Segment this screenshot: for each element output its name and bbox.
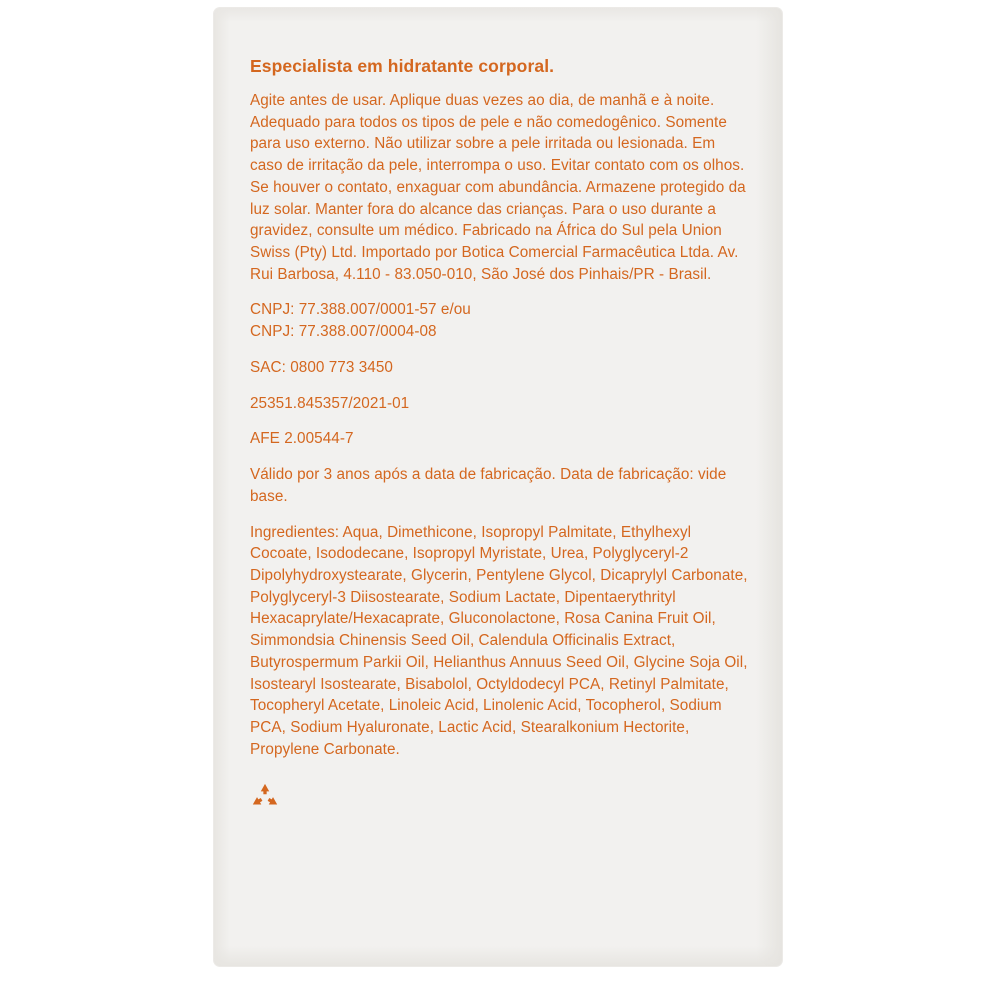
product-carton-back-panel (214, 8, 782, 966)
product-headline: Especialista em hidratante corporal. (250, 56, 555, 76)
usage-instructions: Agite antes de usar. Aplique duas vezes ao dia, de manhã e à noite. Adequado para todos os tipos de pele e não comedogênico. Somente para uso externo. Não utilizar sobre a pele irritada ou lesionada. Em caso de irritação da pele, interrompa o uso. Evitar contato com os olhos. Se houver o contato, enxaguar com abundância. Armazene protegido da luz solar. Manter fora do alcance das crianças. Para o uso durante a gravidez, consulte um médico. Fabricado na África do Sul pela Union Swiss (Pty) Ltd. Importado por Botica Comercial Farmacêutica Ltda. Av. Rui Barbosa, 4.110 - 83.050-010, São José dos Pinhais/PR - Brasil. (250, 92, 746, 283)
registration-number: 25351.845357/2021-01 (250, 394, 410, 412)
cnpj-block (250, 299, 750, 342)
afe-number: AFE 2.00544-7 (250, 430, 354, 448)
cnpj-line-1: CNPJ: 77.388.007/0001-57 e/ou (250, 301, 471, 319)
label-text-block (250, 56, 750, 812)
recycle-icon (250, 782, 280, 812)
carton-top-shading (214, 8, 782, 22)
sac-phone: SAC: 0800 773 3450 (250, 358, 393, 376)
cnpj-line-2: CNPJ: 77.388.007/0004-08 (250, 323, 437, 341)
carton-bottom-shading (214, 946, 782, 966)
validity-statement: Válido por 3 anos após a data de fabricação. Data de fabricação: vide base. (250, 466, 727, 505)
ingredients-list: Ingredientes: Aqua, Dimethicone, Isopropyl Palmitate, Ethylhexyl Cocoate, Isododecane, Isopropyl Myristate, Urea, Polyglyceryl-2 Dipolyhydroxystearate, Glycerin, Pentylene Glycol, Dicaprylyl Carbonate, Polyglyceryl-3 Diisostearate, Sodium Lactate, Dipentaerythrityl Hexacaprylate/Hexacaprate, Gluconolactone, Rosa Canina Fruit Oil, Simmondsia Chinensis Seed Oil, Calendula Officinalis Extract, Butyrospermum Parkii Oil, Helianthus Annuus Seed Oil, Glycine Soja Oil, Isostearyl Isostearate, Bisabolol, Octyldodecyl PCA, Retinyl Palmitate, Tocopheryl Acetate, Linoleic Acid, Linolenic Acid, Tocopherol, Sodium PCA, Sodium Hyaluronate, Lactic Acid, Stearalkonium Hectorite, Propylene Carbonate. (250, 523, 748, 758)
